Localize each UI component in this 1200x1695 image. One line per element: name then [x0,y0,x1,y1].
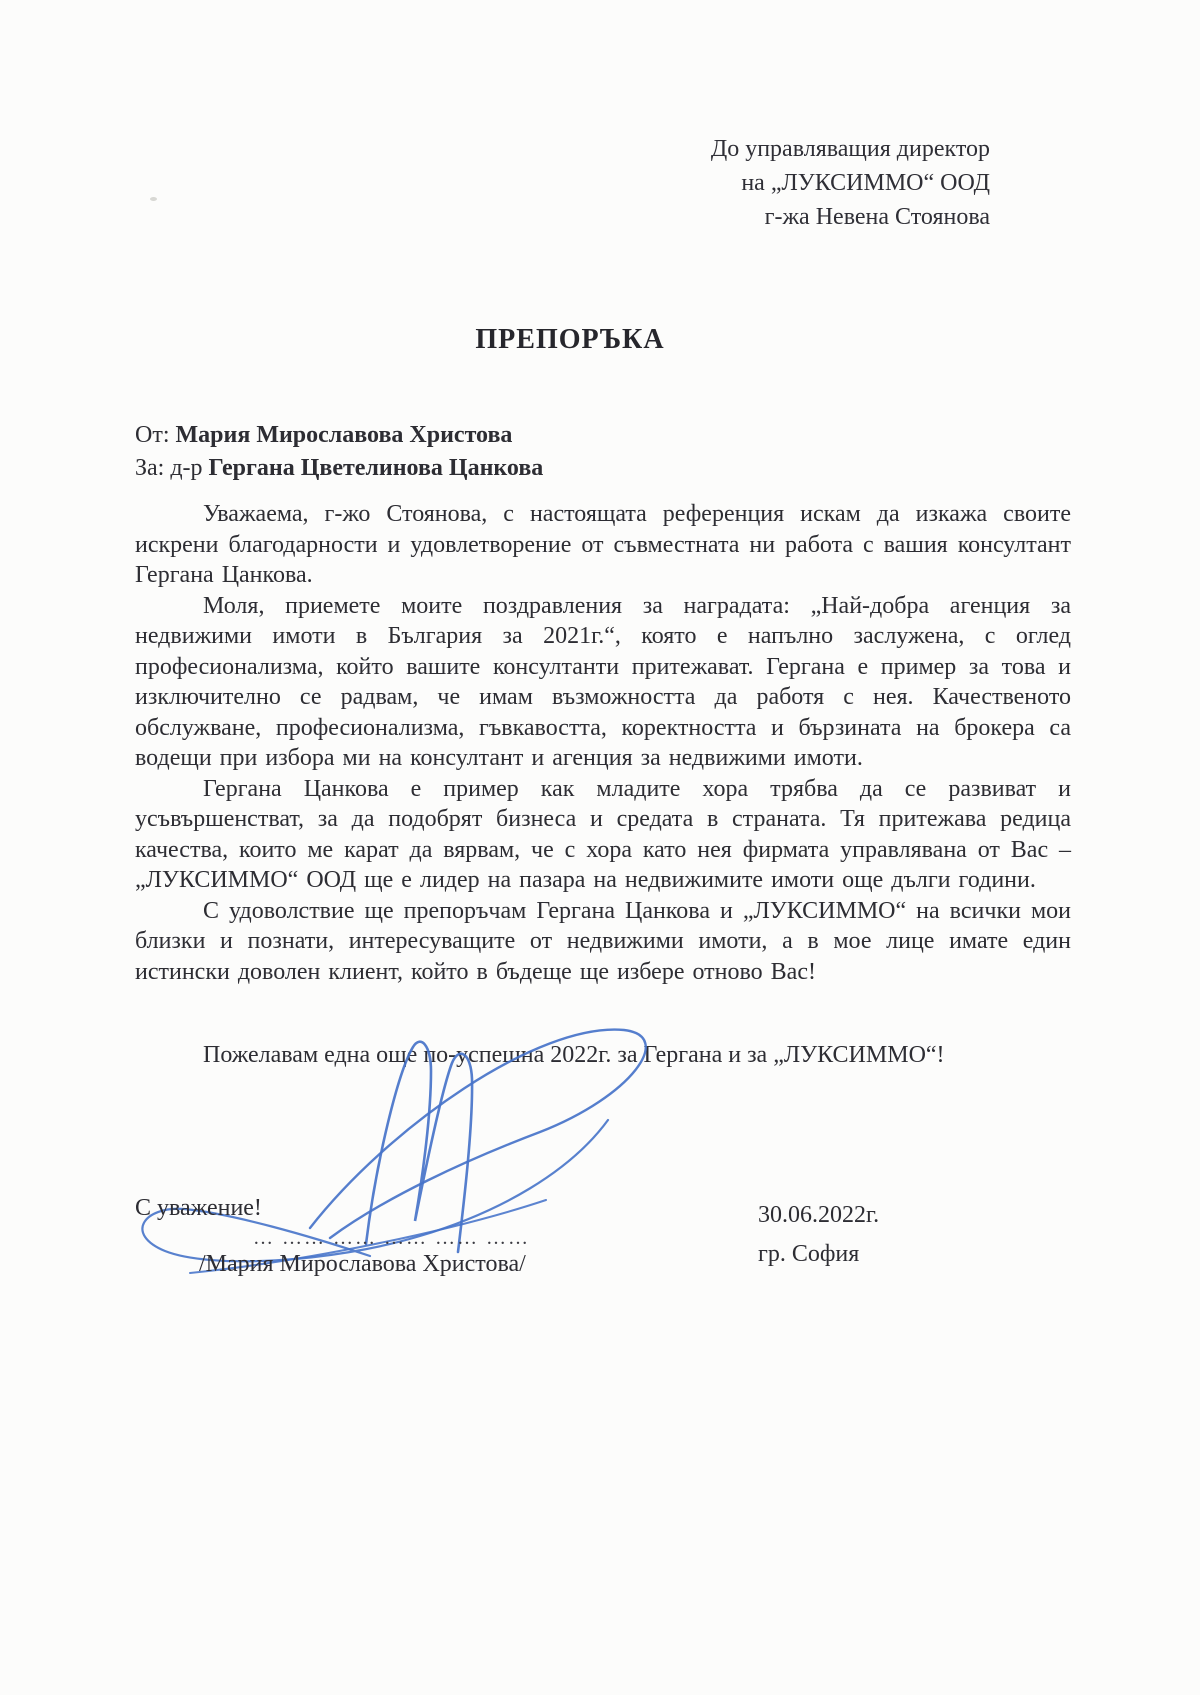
signature-dotted-line: … …… …… …… …… …… [253,1227,530,1249]
recipient-block [711,132,990,234]
from-to-block [135,419,543,485]
letter-date: 30.06.2022г. [758,1202,880,1228]
to-name: Гергана Цветелинова Цанкова [208,455,544,481]
letter-body [135,499,1071,987]
to-label: За: д-р [135,455,203,481]
wish-line: Пожелавам една още по-успешна 2022г. за Гергана и за „ЛУКСИММО“! [203,1042,945,1068]
recipient-line-company: на „ЛУКСИММО“ ООД [741,170,990,196]
from-name: Мария Мирославова Христова [175,422,513,448]
paragraph-recommend: С удоволствие ще препоръчам Гергана Цанкова и „ЛУКСИММО“ на всички мои близки и познати, интересуващите от недвижими имоти, а в мое лице имате един истински доволен клиент, който в бъдеще ще избере отново Вас! [135,897,1071,985]
from-label: От: [135,422,170,448]
recipient-line-person: г-жа Невена Стоянова [764,204,990,230]
letter-city: гр. София [758,1241,860,1267]
signed-name: /Мария Мирославова Христова/ [199,1251,526,1277]
from-line [135,419,543,452]
paragraph-example: Гергана Цанкова е пример как младите хора трябва да се развиват и усъвършенстват, за да подобрят бизнеса и средата в страната. Тя притежава редица качества, които ме карат да вярвам, че с хора като нея фирмата управлявана от Вас – „ЛУКСИММО“ ООД ще е лидер на пазара на недвижимите имоти още дълги години. [135,775,1071,893]
scan-artifact [150,197,157,201]
salutation: С уважение! [135,1195,262,1221]
paragraph-greeting: Уважаема, г-жо Стоянова, с настоящата референция искам да изкажа своите искрени благодарности и удовлетворение от съвместната ни работа с вашия консултант Гергана Цанкова. [135,501,1071,588]
date-place-block [758,1196,879,1274]
paragraph-award: Моля, приемете моите поздравления за наградата: „Най-добра агенция за недвижими имоти в България за 2021г.“, която е напълно заслужена, с оглед професионализма, който вашите консултанти притежават. Гергана е пример за това и изключително се радвам, че имам възможността да работя с нея. Качественото обслужване, професионализма, гъвкавостта, коректността и бързината на брокера са водещи при избора ми на консултант и агенция за недвижими имоти. [135,592,1071,771]
recipient-line-director: До управляващия директор [710,136,990,162]
to-line [135,452,543,485]
letter-title: ПРЕПОРЪКА [475,324,665,355]
signature-block [135,1193,530,1279]
